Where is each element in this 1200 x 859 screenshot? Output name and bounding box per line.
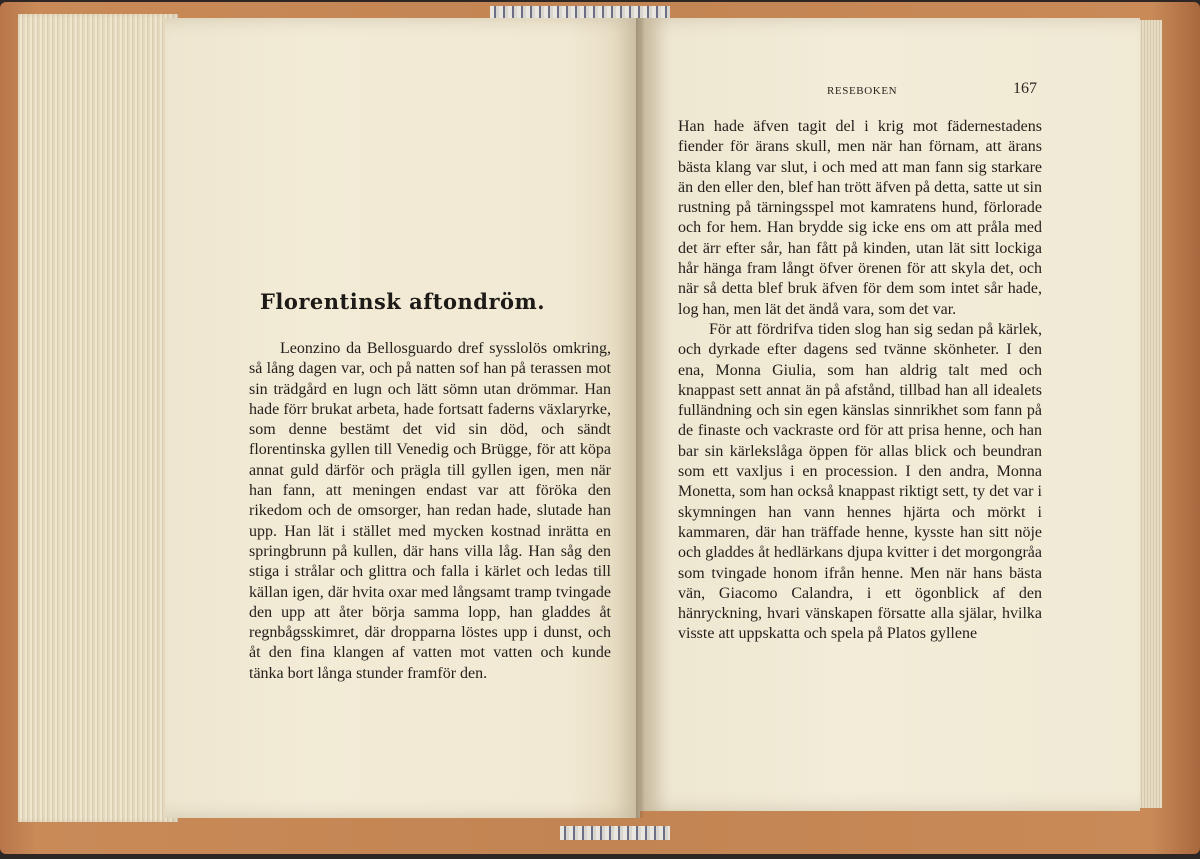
paragraph: Leonzino da Bellosguardo dref sysslolös omkring, så lång dagen var, och på natten sof han på terassen mot sin trädgård en lugn och lätt sömn utan drömmar. Han hade förr brukat arbeta, hade fortsatt faderns växlaryrke, som denne bestämt det vid sin död, och sändt florentinska gyllen till Venedig och Brügge, för att köpa annat guld därför och prägla till gyllen igen, men när han fann, att meningen endast var att föröka den rikedom och de omsorger, han redan hade, slutade han upp. Han lät i stället med mycken kostnad inrätta en springbrunn på kullen, där hans villa låg. Han såg den stiga i strålar och glittra och falla i kärlet och ledas till källan igen, där hvita oxar med långsamt tramp tvingade den upp att åter börja samma lopp, han gladdes åt regnbågsskimret, där dropparna löstes upp i dunst, och åt den fina klangen af vatten mot vatten och kunde tänka bort långa stunder framför den. <box>249 340 611 682</box>
tailband <box>560 826 670 840</box>
running-head: RESEBOKEN <box>827 85 898 97</box>
chapter-title: Florentinsk aftondröm. <box>259 289 546 315</box>
gutter <box>636 18 644 818</box>
page-number: 167 <box>1013 80 1037 97</box>
left-body-text <box>249 339 611 684</box>
page-edges-left <box>18 14 178 822</box>
paragraph: För att fördrifva tiden slog han sig sedan på kärlek, och dyrkade efter dagens sed tvänne skönheter. I den ena, Monna Giulia, som han aldrig talt med och knappast sett annat än på afstånd, tillbad han all idealets fulländning och sin egen känslas sinnrikhet som fann på de finaste och vackraste ord för att prisa henne, och han bar sin kärlekslåga öppen för allas blick och beundran som ett vaxljus i en procession. I den andra, Monna Monetta, som han också knappast riktigt sett, ty det var i skymningen han vann hennes hjärta och mörkt i kammaren, där han träffade henne, kysste han sitt nöje och gladdes åt hedlärkans djupa kvitter i det morgongråa som tvingade honom ifrån henne. Men när hans bästa vän, Giacomo Calandra, i ett ögonblick af den hänryckning, hvari vänskapen försatte alla själar, hvilka visste att uppskatta och spela på Platos gyllene <box>678 320 1042 643</box>
paragraph: Han hade äfven tagit del i krig mot fädernestadens fiender för ärans skull, men när han förnam, att ärans bästa klang var slut, i och med att man fann sig starkare än den eller den, blef han trött äfven på detta, satte ut sin rustning på tärningsspel mot kamratens hund, förlorade och for hem. Han brydde sig icke ens om att pråla med det ärr efter sår, han fått på kinden, utan lät sitt lockiga hår hänga fram långt öfver örenen för att skyla det, och när så detta blef bruk äfven för dem som intet sår hade, log han, men lät det ändå vara, som det var. <box>678 118 1042 318</box>
right-body-text <box>678 117 1042 645</box>
